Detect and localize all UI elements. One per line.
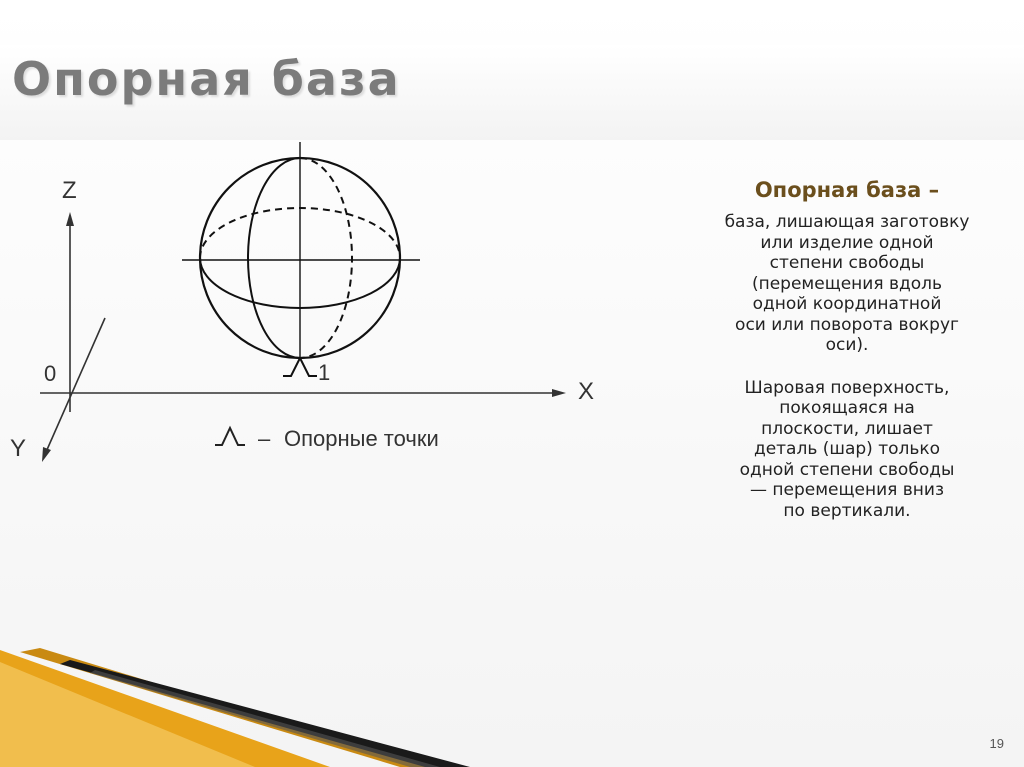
x-axis-arrow — [552, 389, 566, 397]
legend-support-symbol — [215, 428, 245, 445]
sphere-note: Шаровая поверхность, покоящаяся на плоскости, лишает деталь (шар) только одной степени свободы — перемещения вниз по вертикали. — [739, 377, 955, 521]
support-point-label: 1 — [318, 360, 331, 385]
sphere-support-figure — [0, 130, 640, 470]
z-axis-arrow — [66, 212, 74, 226]
page-number: 19 — [989, 736, 1004, 751]
definition-panel — [672, 178, 1022, 521]
legend-text: Опорные точки — [284, 426, 439, 451]
legend-dash: – — [258, 426, 271, 451]
sphere-meridian-back — [300, 158, 352, 358]
sphere-meridian-front — [248, 158, 300, 358]
definition-heading: Опорная база – — [754, 178, 940, 202]
z-axis-label: Z — [62, 177, 77, 204]
y-axis-arrow — [42, 447, 51, 462]
origin-label: 0 — [44, 361, 57, 386]
slide-title: Опорная база — [12, 52, 401, 106]
x-axis-label: X — [578, 378, 595, 405]
support-point-symbol — [283, 358, 317, 376]
definition-body: база, лишающая заготовку или изделие одной степени свободы (перемещения вдоль одной координатной оси или поворота вокруг оси). — [724, 212, 970, 355]
y-axis-label: Y — [10, 435, 27, 462]
corner-decoration — [0, 620, 1024, 767]
